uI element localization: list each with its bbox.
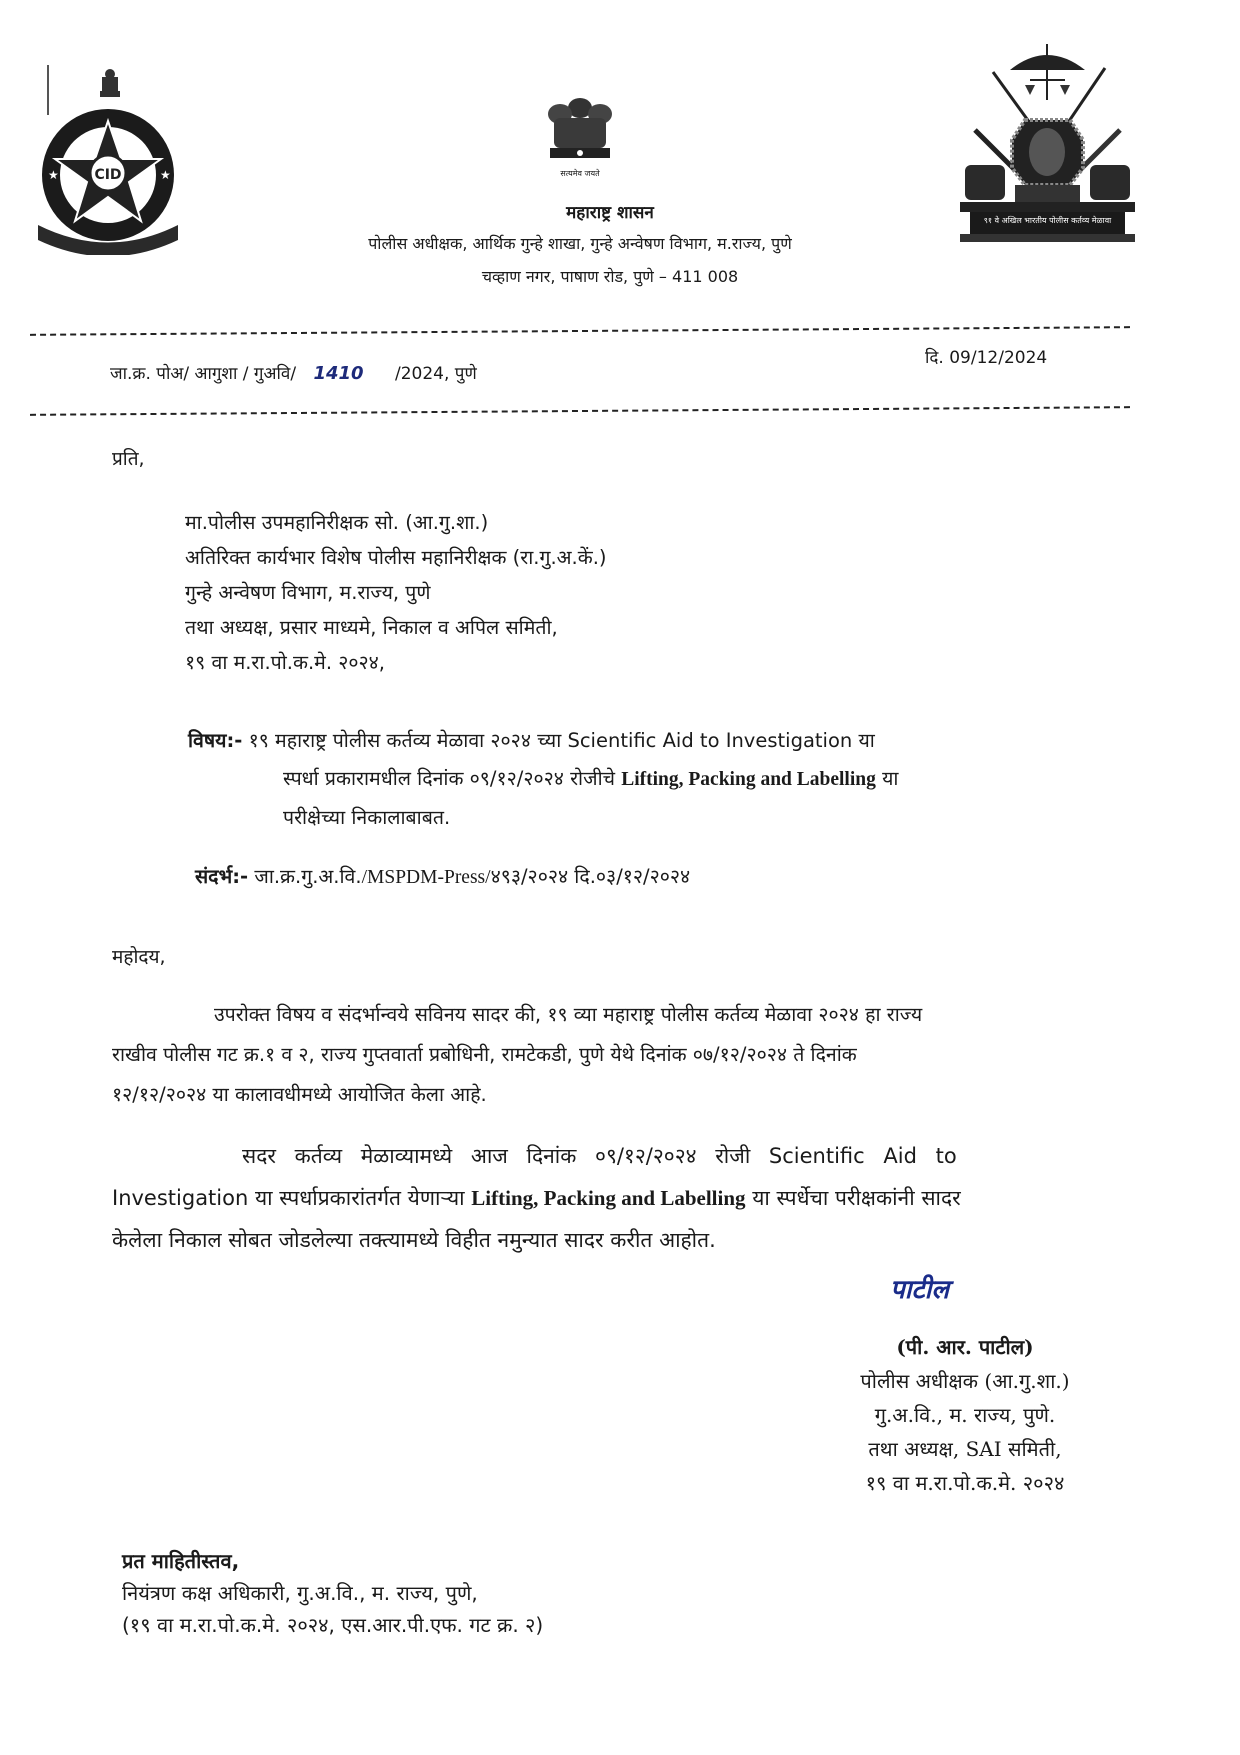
subject-event: Scientific Aid to Investigation: [567, 729, 853, 752]
duty-meet-caption: ९१ वे अखिल भारतीय पोलीस कर्तव्य मेळावा: [983, 216, 1112, 225]
outward-number-suffix: /2024, पुणे: [394, 364, 477, 384]
ashoka-lion-capital-icon: [540, 90, 620, 180]
paragraph-line-text: सदर कर्तव्य मेळाव्यामध्ये आज दिनांक ०९/१२/२०२४ रोजी Scientific Aid to: [242, 1144, 957, 1168]
reference-text: जा.क्र.गु.अ.वि.: [254, 865, 362, 888]
subject-text: स्पर्धा प्रकारामधील दिनांक ०९/१२/२०२४ रोजीचे: [283, 767, 616, 790]
copy-to-line: (१९ वा म.रा.पो.क.मे. २०२४, एस.आर.पी.एफ. गट क्र. २): [122, 1613, 544, 1637]
copy-to-block: [122, 1545, 543, 1641]
signature-scribble: पाटील: [890, 1275, 949, 1305]
recipient-line: तथा अध्यक्ष, प्रसार माध्यमे, निकाल व अपिल समिती,: [185, 616, 558, 639]
signatory-designation: पोलीस अधीक्षक (आ.गु.शा.): [860, 1369, 1070, 1393]
outward-number-prefix: जा.क्र. पोअ/ आगुशा / गुअवि/: [110, 364, 297, 384]
separator-top: [30, 326, 1130, 336]
subject-text: परीक्षेच्या निकालाबाबत.: [283, 806, 451, 829]
recipient-address: [185, 505, 607, 680]
subject-text: १९ महाराष्ट्र पोलीस कर्तव्य मेळावा २०२४ च्या: [248, 729, 562, 752]
reference-label: संदर्भ:-: [195, 865, 249, 888]
recipient-salutation: प्रति,: [112, 448, 145, 470]
subject-text: या: [858, 729, 875, 752]
paragraph-line: राखीव पोलीस गट क्र.१ व २, राज्य गुप्तवार्ता प्रबोधिनी, रामटेकडी, पुणे येथे दिनांक ०७/१२/२०२४ ते दिनांक: [112, 1043, 857, 1066]
letter-date: दि. 09/12/2024: [925, 348, 1048, 368]
recipient-line: गुन्हे अन्वेषण विभाग, म.राज्य, पुणे: [185, 581, 431, 604]
subject-text: या: [882, 767, 899, 790]
emblem-caption: सत्यमेव जयते: [560, 169, 600, 178]
national-emblem: [540, 90, 620, 180]
greeting: महोदय,: [112, 946, 166, 968]
paragraph-line-text: या स्पर्धेचा परीक्षकांनी सादर: [752, 1186, 961, 1210]
copy-to-line: नियंत्रण कक्ष अधिकारी, गु.अ.वि., म. राज्य, पुणे,: [122, 1581, 478, 1605]
signatory-designation: तथा अध्यक्ष, SAI समिती,: [868, 1437, 1062, 1461]
office-line: पोलीस अधीक्षक, आर्थिक गुन्हे शाखा, गुन्हे अन्वेषण विभाग, म.राज्य, पुणे: [368, 234, 792, 253]
address-line: चव्हाण नगर, पाषाण रोड, पुणे – 411 008: [481, 267, 739, 286]
reference-number: ४९३/२०२४ दि.०३/१२/२०२४: [490, 865, 691, 888]
copy-to-title: प्रत माहितीस्तव,: [122, 1549, 240, 1573]
paragraph-line: [112, 1135, 1172, 1177]
paragraph-1: [112, 995, 1172, 1115]
svg-text:★: ★: [48, 168, 59, 182]
separator-bottom: [30, 406, 1130, 416]
government-title: महाराष्ट्र शासन: [566, 203, 654, 223]
signatory-designation: १९ वा म.रा.पो.क.मे. २०२४: [865, 1471, 1065, 1495]
competition-name: Lifting, Packing and Labelling: [471, 1186, 746, 1210]
svg-text:★: ★: [160, 168, 171, 182]
signature-block: [800, 1330, 1130, 1500]
recipient-line: मा.पोलीस उपमहानिरीक्षक सो. (आ.गु.शा.): [185, 511, 489, 534]
subject-block: [188, 722, 1148, 837]
recipient-line: १९ वा म.रा.पो.क.मे. २०२४,: [185, 651, 385, 674]
paragraph-line: १२/१२/२०२४ या कालावधीमध्ये आयोजित केला आहे.: [112, 1083, 487, 1106]
outward-number-handwritten: 1410: [313, 363, 364, 384]
paragraph-line: केलेला निकाल सोबत जोडलेल्या तक्त्यामध्ये विहीत नमुन्यात सादर करीत आहोत.: [112, 1228, 716, 1252]
paragraph-line: उपरोक्त विषय व संदर्भान्वये सविनय सादर की, १९ व्या महाराष्ट्र पोलीस कर्तव्य मेळावा २०२४ हा राज्य: [214, 1003, 923, 1026]
outward-number: [110, 365, 477, 383]
cid-police-logo: [28, 55, 188, 255]
police-star-emblem-icon: [28, 55, 188, 255]
recipient-line: अतिरिक्त कार्यभार विशेष पोलीस महानिरीक्षक (रा.गु.अ.कें.): [185, 546, 607, 569]
subject-competition: Lifting, Packing and Labelling: [621, 769, 876, 790]
svg-text:CID: CID: [94, 167, 122, 183]
signatory-name: (पी. आर. पाटील): [896, 1335, 1034, 1359]
reference-line: [195, 862, 690, 889]
paragraph-line-text: Investigation या स्पर्धाप्रकारांतर्गत येणाऱ्या: [112, 1186, 465, 1210]
signatory-designation: गु.अ.वि., म. राज्य, पुणे.: [874, 1403, 1056, 1427]
paragraph-2: [112, 1135, 1172, 1261]
reference-code: /MSPDM-Press/: [361, 867, 491, 888]
subject-label: विषय:-: [188, 729, 243, 752]
paragraph-line: [112, 1177, 1172, 1219]
